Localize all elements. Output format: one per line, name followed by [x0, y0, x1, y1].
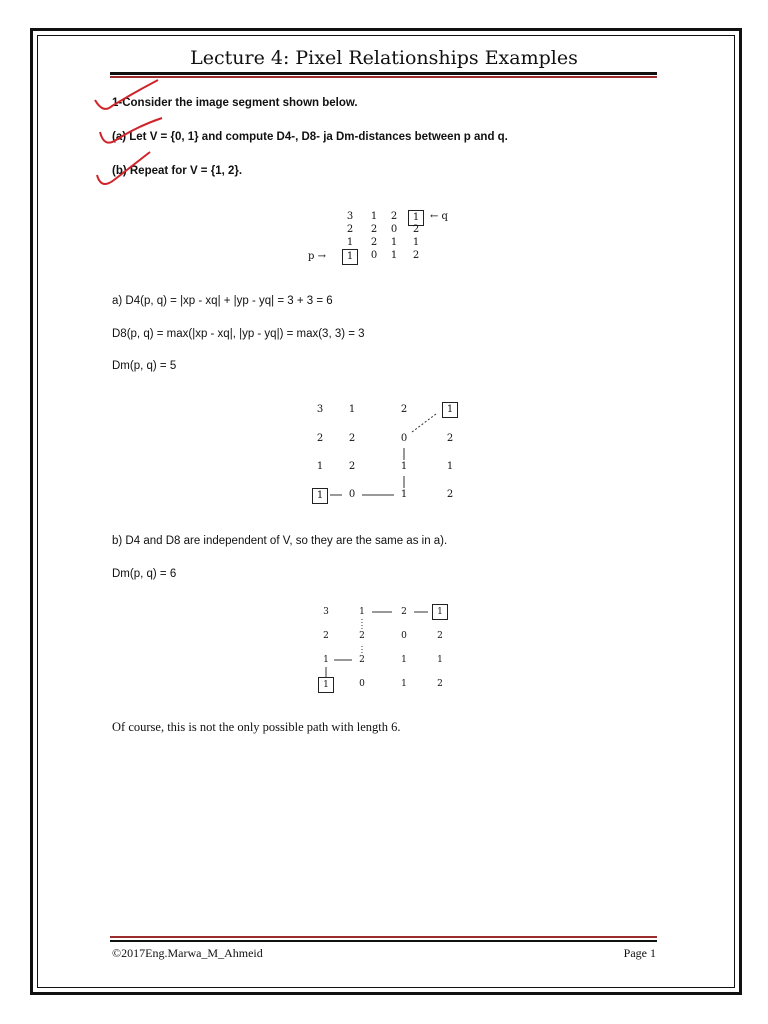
- grid-cell: 2: [348, 461, 356, 472]
- answer-a-d8: D8(p, q) = max(|xp - xq|, |yp - yq|) = max(3, 3) = 3: [112, 328, 365, 340]
- grid-cell: 0: [359, 679, 365, 689]
- grid-cell-p: 1: [312, 488, 328, 504]
- grid-cell-p: 1: [318, 677, 334, 693]
- page-title: Lecture 4: Pixel Relationships Examples: [190, 47, 578, 69]
- grid-cell: 1: [323, 655, 329, 665]
- grid-cell: 0: [401, 631, 407, 641]
- grid-cell: 2: [346, 224, 354, 235]
- grid-cell: 1: [359, 607, 365, 617]
- grid-cell: 1: [348, 404, 356, 415]
- grid-cell: 2: [437, 631, 443, 641]
- grid-cell: 0: [348, 489, 356, 500]
- grid-cell: 3: [346, 211, 354, 222]
- grid-cell: 2: [401, 607, 407, 617]
- grid-cell: 1: [346, 237, 354, 248]
- answer-b-text: b) D4 and D8 are independent of V, so they are the same as in a).: [112, 535, 448, 547]
- path-diagram-a: [310, 400, 470, 505]
- grid-cell: 3: [316, 404, 324, 415]
- grid-cell: 2: [412, 250, 420, 261]
- grid-cell: 1: [412, 237, 420, 248]
- grid-cell: 2: [348, 433, 356, 444]
- grid-cell-q: 1: [432, 604, 448, 620]
- path-b-arrows: [318, 603, 458, 698]
- grid-cell: 2: [412, 224, 420, 235]
- checkmark-2: [100, 118, 162, 143]
- grid-cell: 2: [400, 404, 408, 415]
- grid-cell: 2: [316, 433, 324, 444]
- grid-cell: 1: [400, 461, 408, 472]
- grid-cell: 1: [446, 461, 454, 472]
- grid-cell: 2: [446, 433, 454, 444]
- grid-cell: 1: [437, 655, 443, 665]
- grid-cell: 3: [323, 607, 329, 617]
- grid-cell: 1: [401, 655, 407, 665]
- grid-cell: 2: [370, 224, 378, 235]
- checkmark-1: [95, 80, 158, 109]
- grid-cell: 2: [446, 489, 454, 500]
- path-diagram-b: [318, 603, 458, 693]
- problem-part-a: (a) Let V = {0, 1} and compute D4-, D8- ja Dm-distances between p and q.: [112, 131, 508, 143]
- grid-cell: 1: [316, 461, 324, 472]
- grid-cell: 2: [323, 631, 329, 641]
- arrow-diagonal: [412, 414, 436, 432]
- grid-cell-q: 1: [408, 210, 424, 226]
- grid-cell: 1: [370, 211, 378, 222]
- grid-cell: 2: [359, 631, 365, 641]
- answer-a-d4: a) D4(p, q) = |xp - xq| + |yp - yq| = 3 + 3 = 6: [112, 295, 333, 307]
- grid-cell: 1: [390, 237, 398, 248]
- grid-cell-p: 1: [342, 249, 358, 265]
- footer-rule: [110, 940, 657, 942]
- grid-cell: 0: [370, 250, 378, 261]
- image-segment-grid: [308, 210, 472, 270]
- closing-note: Of course, this is not the only possible path with length 6.: [112, 720, 401, 734]
- grid-cell: 2: [370, 237, 378, 248]
- answer-a-dm: Dm(p, q) = 5: [112, 360, 177, 372]
- problem-intro: 1-Consider the image segment shown below.: [112, 97, 358, 109]
- grid-cell: 1: [401, 679, 407, 689]
- path-a-arrows: [310, 400, 470, 510]
- grid-cell: 2: [390, 211, 398, 222]
- grid-cell: 2: [437, 679, 443, 689]
- checkmark-3: [97, 152, 150, 184]
- problem-part-b: (b) Repeat for V = {1, 2}.: [112, 165, 243, 177]
- grid-cell: 2: [359, 655, 365, 665]
- footer-rule-accent: [110, 936, 657, 938]
- grid-cell: 1: [390, 250, 398, 261]
- answer-b-dm: Dm(p, q) = 6: [112, 568, 177, 580]
- footer-page-number: Page 1: [623, 946, 656, 960]
- grid-cell-q: 1: [442, 402, 458, 418]
- p-label: p →: [308, 251, 326, 262]
- footer-author: ©2017Eng.Marwa_M_Ahmeid: [112, 946, 263, 960]
- q-label: ← q: [430, 211, 448, 222]
- grid-cell: 1: [400, 489, 408, 500]
- grid-cell: 0: [400, 433, 408, 444]
- grid-cell: 0: [390, 224, 398, 235]
